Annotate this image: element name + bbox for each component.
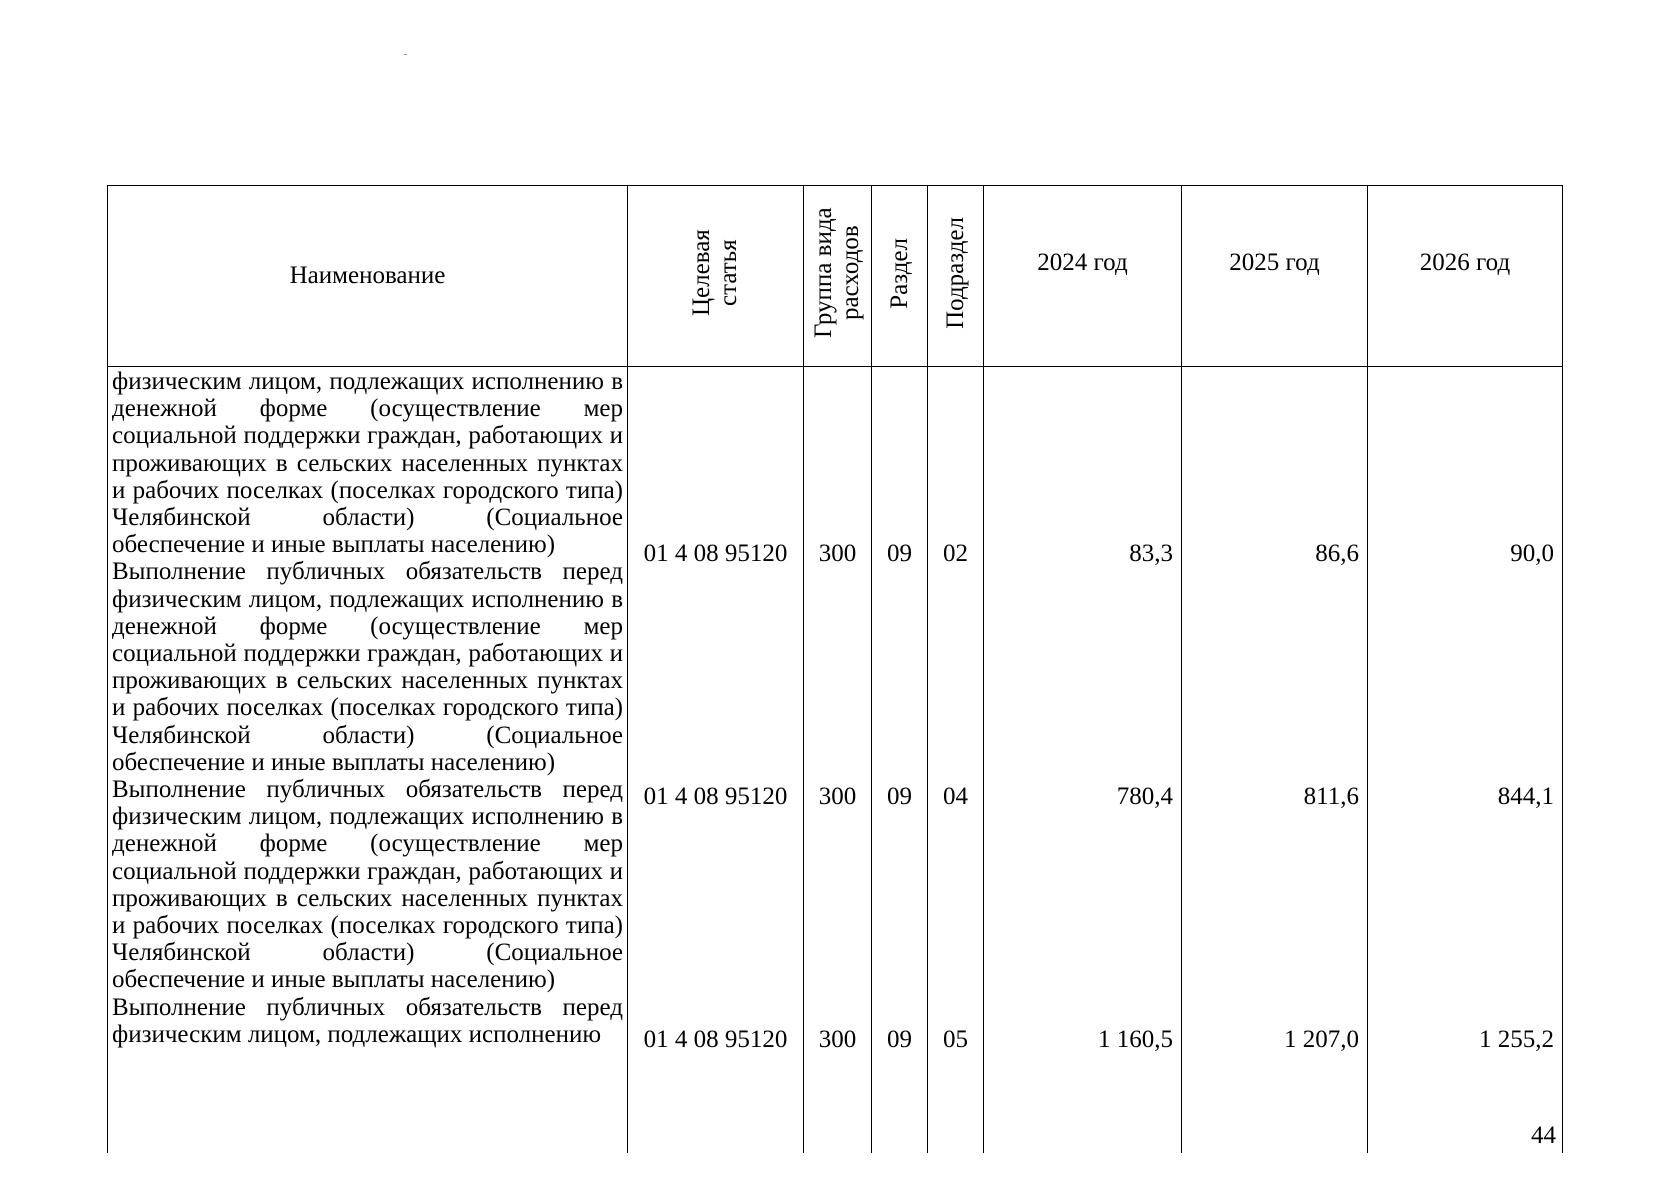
- header-row: [108, 186, 1563, 367]
- subsection-value: 05: [943, 1025, 968, 1053]
- subsection-cell: [928, 367, 984, 1154]
- target-article-cell: [628, 367, 804, 1154]
- header-section: Раздел: [872, 186, 928, 367]
- expense-group-value: 300: [818, 1025, 857, 1053]
- name-text-continued-end: Выполнение публичных обязательств перед физическим лицом, подлежащих исполнению: [112, 993, 623, 1048]
- amount-2025-cell: [1182, 367, 1368, 1154]
- header-expense-group: Группа вида расходов: [804, 186, 872, 367]
- name-text-entry: Выполнение публичных обязательств перед физическим лицом, подлежащих исполнению в денежной форме (осуществление мер социальной поддержки граждан, работающих и проживающих в сельских населенных пунктах и рабочих поселках (поселках городского типа) Челябинской области) (Социальное обеспечение и иные выплаты населению): [112, 558, 623, 776]
- header-2024: 2024 год: [984, 186, 1182, 367]
- amount-2024-value: 1 160,5: [1098, 1025, 1173, 1053]
- header-2025: 2025 год: [1182, 186, 1368, 367]
- header-target-article: Целевая статья: [628, 186, 804, 367]
- amount-2024-value: 780,4: [1116, 782, 1173, 810]
- amount-2024-value: 83,3: [1129, 539, 1173, 567]
- budget-table: [107, 185, 1563, 1153]
- expense-group-value: 300: [818, 782, 857, 810]
- name-text-entry: Выполнение публичных обязательств перед физическим лицом, подлежащих исполнению в денежной форме (осуществление мер социальной поддержки граждан, работающих и проживающих в сельских населенных пунктах и рабочих поселках (поселках городского типа) Челябинской области) (Социальное обеспечение и иные выплаты населению): [112, 776, 623, 994]
- amount-2025-value: 1 207,0: [1284, 1025, 1359, 1053]
- expense-group-value: 300: [818, 539, 857, 567]
- subsection-value: 04: [943, 782, 968, 810]
- section-value: 09: [887, 782, 912, 810]
- amount-2026-value: 1 255,2: [1479, 1025, 1554, 1053]
- amount-2026-value: 844,1: [1497, 782, 1554, 810]
- header-name: Наименование: [108, 186, 628, 367]
- section-value: 09: [887, 1025, 912, 1053]
- name-text-continued: физическим лицом, подлежащих исполнению в денежной форме (осуществление мер социальной поддержки граждан, работающих и проживающих в сельских населенных пунктах и рабочих поселках (поселках городского типа) Челябинской области) (Социальное обеспечение и иные выплаты населению): [112, 368, 623, 559]
- section-cell: [872, 367, 928, 1154]
- target-article-value: 01 4 08 95120: [643, 1025, 788, 1053]
- target-article-value: 01 4 08 95120: [643, 539, 788, 567]
- amount-2024-cell: [984, 367, 1182, 1154]
- scan-speck: [404, 54, 407, 55]
- amount-2026-value: 90,0: [1510, 539, 1554, 567]
- target-article-value: 01 4 08 95120: [643, 782, 788, 810]
- header-2026: 2026 год: [1368, 186, 1563, 367]
- page-number: 44: [1531, 1122, 1556, 1149]
- amount-2025-value: 86,6: [1315, 539, 1359, 567]
- subsection-value: 02: [943, 539, 968, 567]
- section-value: 09: [887, 539, 912, 567]
- table-body-row: [108, 367, 1563, 1154]
- header-subsection: Подраздел: [928, 186, 984, 367]
- expense-group-cell: [804, 367, 872, 1154]
- name-cell: [108, 367, 628, 1154]
- amount-2026-cell: [1368, 367, 1563, 1154]
- amount-2025-value: 811,6: [1303, 782, 1359, 810]
